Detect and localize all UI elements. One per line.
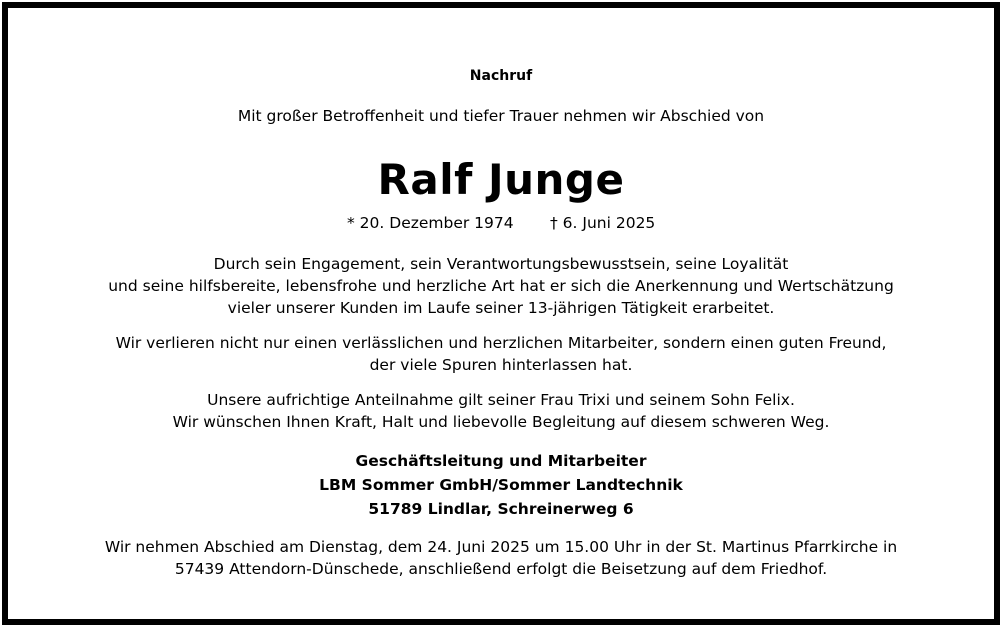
tribute-line: vieler unserer Kunden im Laufe seiner 13-jährigen Tätigkeit erarbeitet. (227, 299, 775, 317)
obituary-notice (2, 2, 1000, 625)
condolence-line: Wir wünschen Ihnen Kraft, Halt und liebevolle Begleitung auf diesem schweren Weg. (172, 413, 830, 431)
tribute-paragraph (8, 253, 994, 319)
loss-paragraph (8, 332, 994, 376)
tribute-line: Durch sein Engagement, sein Verantwortungsbewusstsein, seine Loyalität (213, 255, 789, 273)
loss-line: Wir verlieren nicht nur einen verlässlichen und herzlichen Mitarbeiter, sondern einen guten Freund, (115, 334, 887, 352)
birth-date: * 20. Dezember 1974 (347, 214, 514, 232)
notice-heading: Nachruf (469, 68, 533, 84)
death-date: † 6. Juni 2025 (550, 214, 656, 232)
deceased-name: Ralf Junge (377, 155, 625, 204)
funeral-info-line: Wir nehmen Abschied am Dienstag, dem 24. Juni 2025 um 15.00 Uhr in der St. Martinus Pfarrkirche in (104, 538, 898, 556)
signature-line: LBM Sommer GmbH/Sommer Landtechnik (319, 476, 683, 494)
signature-block (8, 449, 994, 521)
loss-line: der viele Spuren hinterlassen hat. (369, 356, 633, 374)
funeral-info-line: 57439 Attendorn-Dünschede, anschließend erfolgt die Beisetzung auf dem Friedhof. (174, 560, 828, 578)
intro-text: Mit großer Betroffenheit und tiefer Trauer nehmen wir Abschied von (237, 107, 765, 125)
condolence-paragraph (8, 389, 994, 433)
condolence-line: Unsere aufrichtige Anteilnahme gilt seiner Frau Trixi und seinem Sohn Felix. (207, 391, 795, 409)
funeral-info (8, 536, 994, 580)
signature-line: Geschäftsleitung und Mitarbeiter (355, 452, 647, 470)
tribute-line: und seine hilfsbereite, lebensfrohe und herzliche Art hat er sich die Anerkennung und Wertschätzung (108, 277, 894, 295)
signature-line: 51789 Lindlar, Schreinerweg 6 (368, 500, 634, 518)
